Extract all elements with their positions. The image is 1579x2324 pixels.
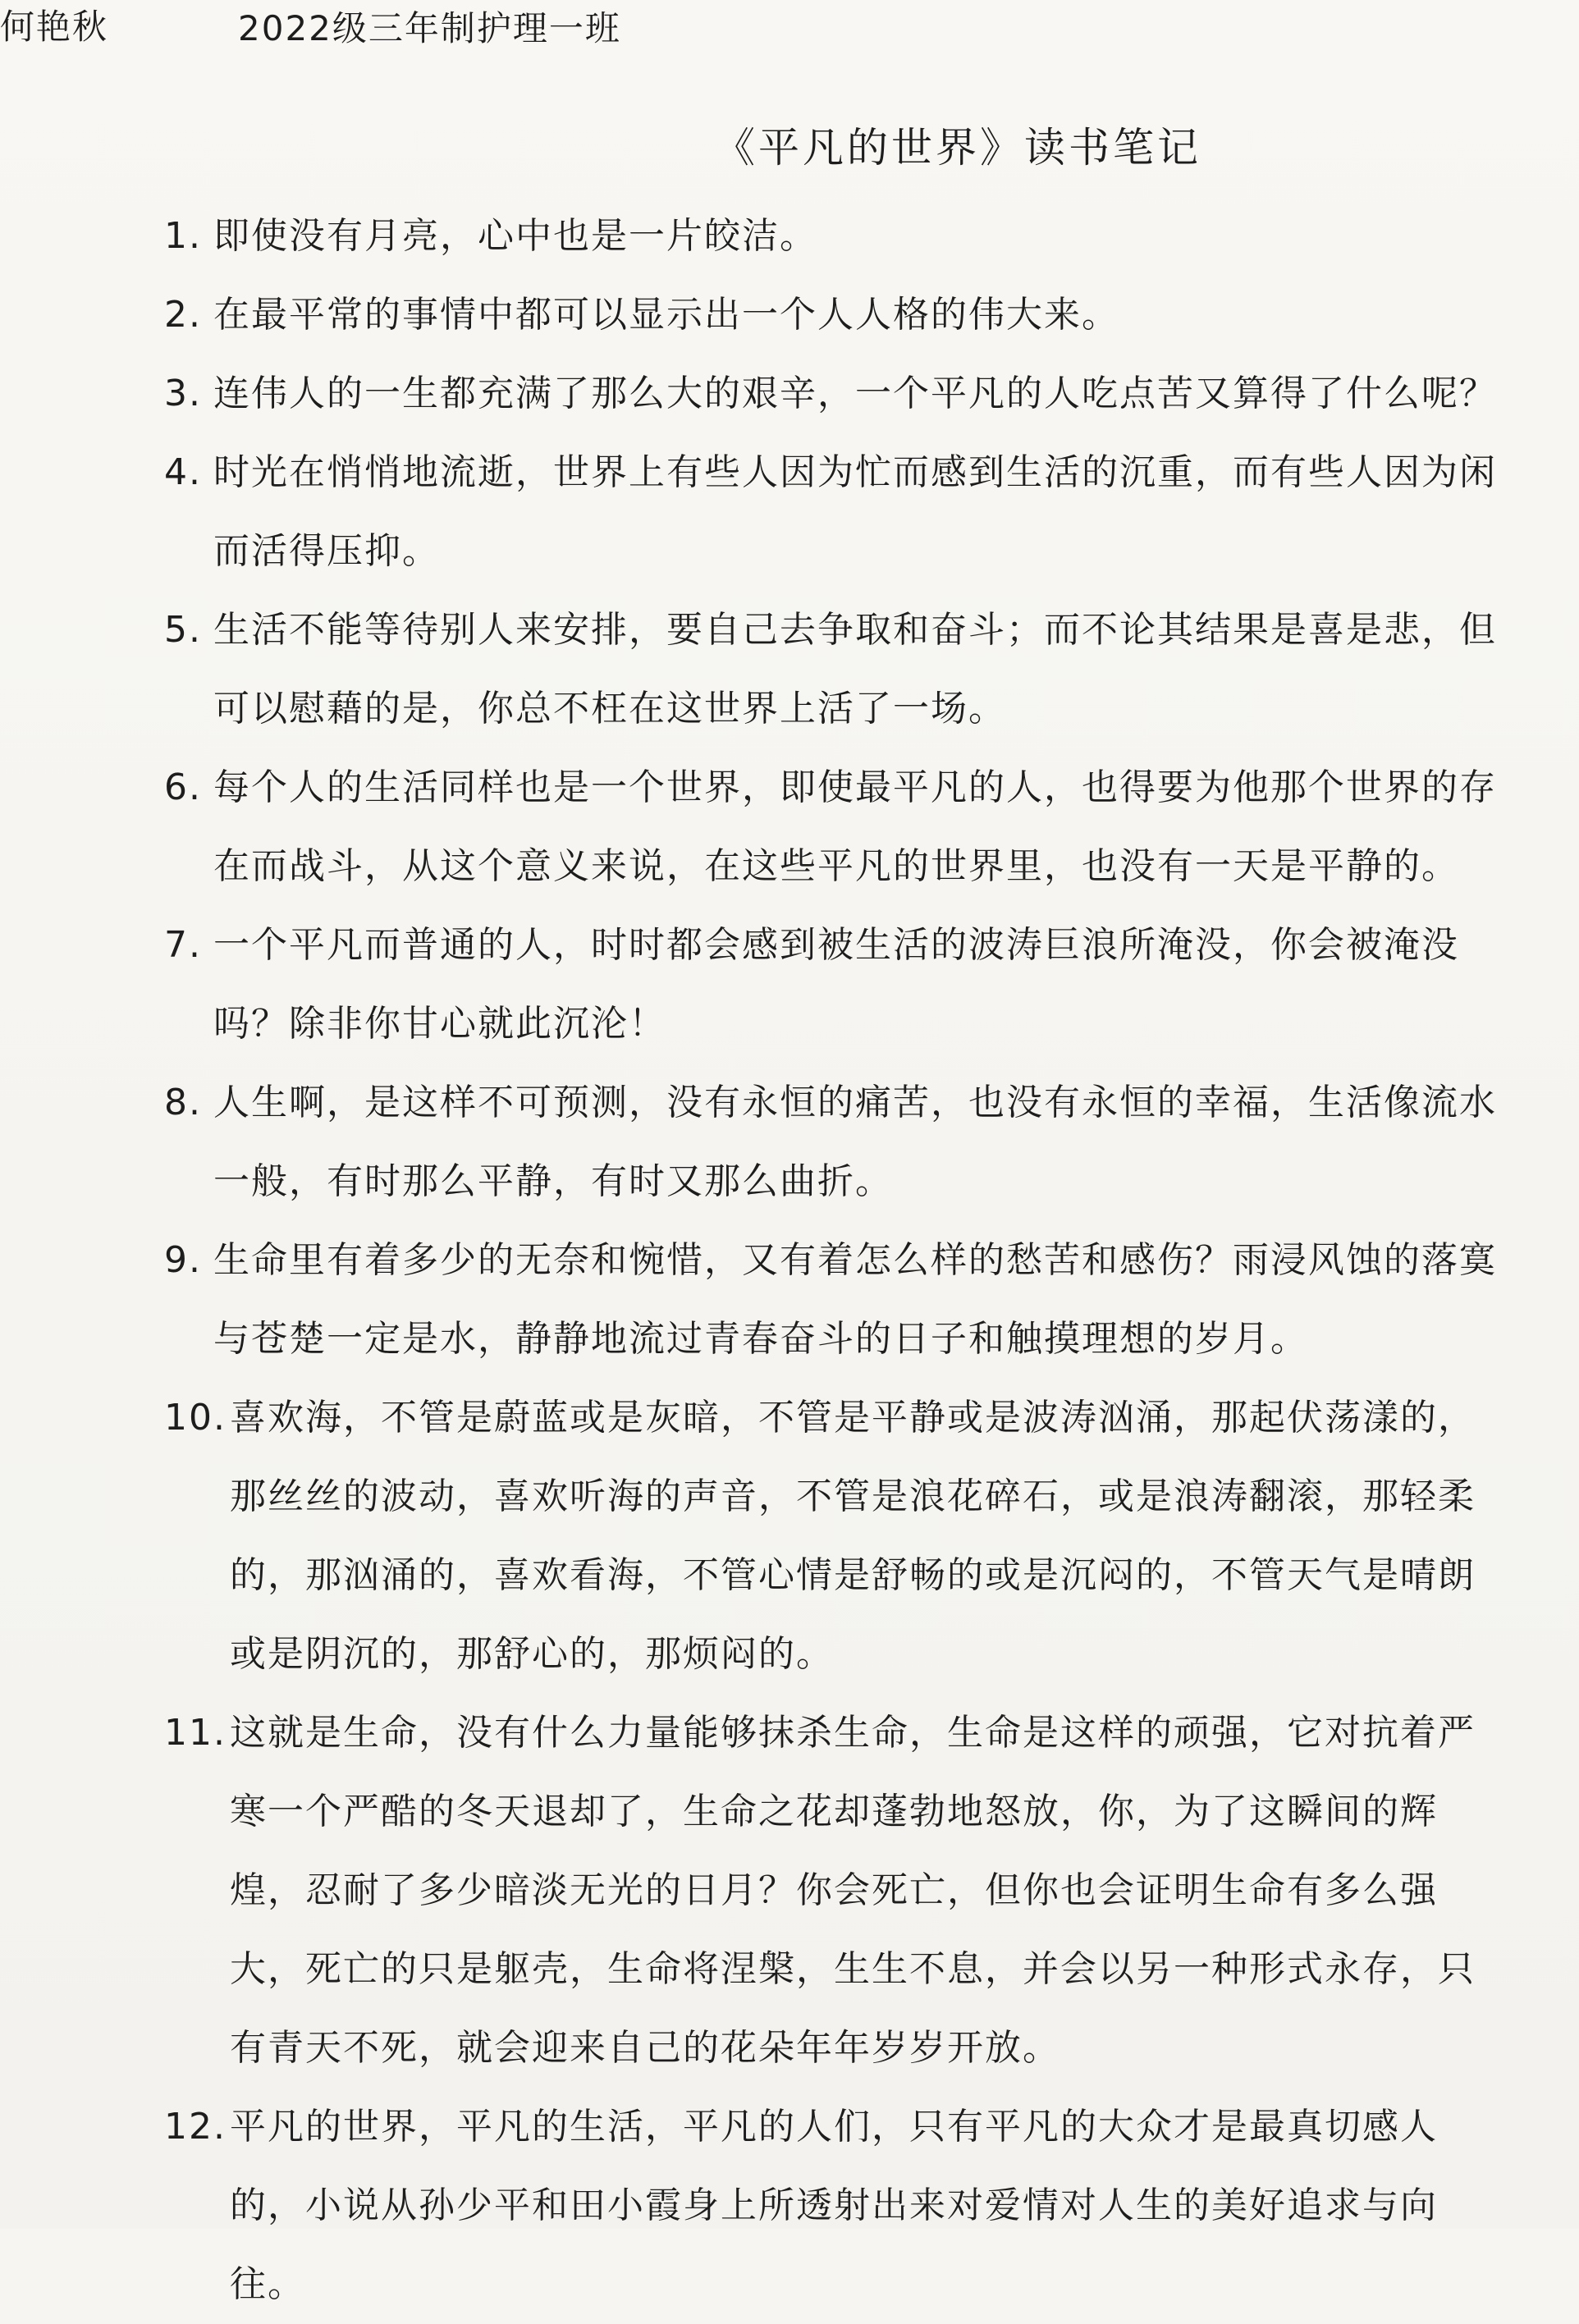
author-name: 何艳秋	[0, 7, 109, 47]
notes-list	[164, 197, 1510, 2324]
note-number: 4.	[164, 451, 202, 493]
note-text: 生活不能等待别人来安排，要自己去争取和奋斗；而不论其结果是喜是悲，但可以慰藉的是，你总不枉在这世界上活了一场。	[213, 609, 1497, 730]
note-item	[164, 1694, 1510, 2088]
note-item	[164, 591, 1510, 748]
note-text: 人生啊，是这样不可预测，没有永恒的痛苦，也没有永恒的幸福，生活像流水一般，有时那么平静，有时又那么曲折。	[213, 1082, 1497, 1202]
note-number: 1.	[164, 215, 202, 257]
note-item	[164, 906, 1510, 1064]
note-item	[164, 197, 1510, 276]
note-number: 8.	[164, 1082, 202, 1123]
note-number: 11.	[164, 1712, 227, 1754]
note-item	[164, 748, 1510, 906]
note-text: 平凡的世界，平凡的生活，平凡的人们，只有平凡的大众才是最真切感人的，小说从孙少平和田小霞身上所透射出来对爱情对人生的美好追求与向往。	[230, 2106, 1438, 2305]
note-text: 喜欢海，不管是蔚蓝或是灰暗，不管是平静或是波涛汹涌，那起伏荡漾的，那丝丝的波动，喜欢听海的声音，不管是浪花碎石，或是浪涛翻滚，那轻柔的，那汹涌的，喜欢看海，不管心情是舒畅的或是沉闷的，不管天气是晴朗或是阴沉的，那舒心的，那烦闷的。	[230, 1397, 1476, 1675]
note-text: 即使没有月亮，心中也是一片皎洁。	[213, 215, 817, 257]
note-number: 5.	[164, 609, 202, 651]
note-number: 6.	[164, 766, 202, 808]
note-item	[164, 2088, 1510, 2324]
class-name: 2022级三年制护理一班	[238, 8, 621, 48]
note-text: 时光在悄悄地流逝，世界上有些人因为忙而感到生活的沉重，而有些人因为闲而活得压抑。	[213, 451, 1497, 572]
note-item	[164, 276, 1510, 355]
note-number: 10.	[164, 1397, 227, 1439]
note-item	[164, 1221, 1510, 1379]
note-item	[164, 1064, 1510, 1221]
note-item	[164, 355, 1510, 433]
note-text: 这就是生命，没有什么力量能够抹杀生命，生命是这样的顽强，它对抗着严寒一个严酷的冬天退却了，生命之花却蓬勃地怒放，你，为了这瞬间的辉煌，忍耐了多少暗淡无光的日月？你会死亡，但你也会证明生命有多么强大，死亡的只是躯壳，生命将涅槃，生生不息，并会以另一种形式永存，只有青天不死，就会迎来自己的花朵年年岁岁开放。	[230, 1712, 1476, 2069]
note-number: 12.	[164, 2106, 227, 2148]
note-item	[164, 433, 1510, 591]
note-number: 7.	[164, 924, 202, 966]
note-text: 一个平凡而普通的人，时时都会感到被生活的波涛巨浪所淹没，你会被淹没吗？除非你甘心就此沉沦！	[213, 924, 1459, 1045]
note-text: 每个人的生活同样也是一个世界，即使最平凡的人，也得要为他那个世界的存在而战斗，从这个意义来说，在这些平凡的世界里，也没有一天是平静的。	[213, 766, 1497, 887]
note-text: 连伟人的一生都充满了那么大的艰辛，一个平凡的人吃点苦又算得了什么呢？	[213, 373, 1497, 414]
note-number: 2.	[164, 294, 202, 336]
note-text: 生命里有着多少的无奈和惋惜，又有着怎么样的愁苦和感伤？雨浸风蚀的落寞与苍楚一定是水，静静地流过青春奋斗的日子和触摸理想的岁月。	[213, 1239, 1497, 1360]
page-title: 《平凡的世界》读书笔记	[714, 124, 1201, 172]
note-number: 9.	[164, 1239, 202, 1281]
note-number: 3.	[164, 373, 202, 414]
note-text: 在最平常的事情中都可以显示出一个人人格的伟大来。	[213, 294, 1119, 336]
note-item	[164, 1379, 1510, 1694]
